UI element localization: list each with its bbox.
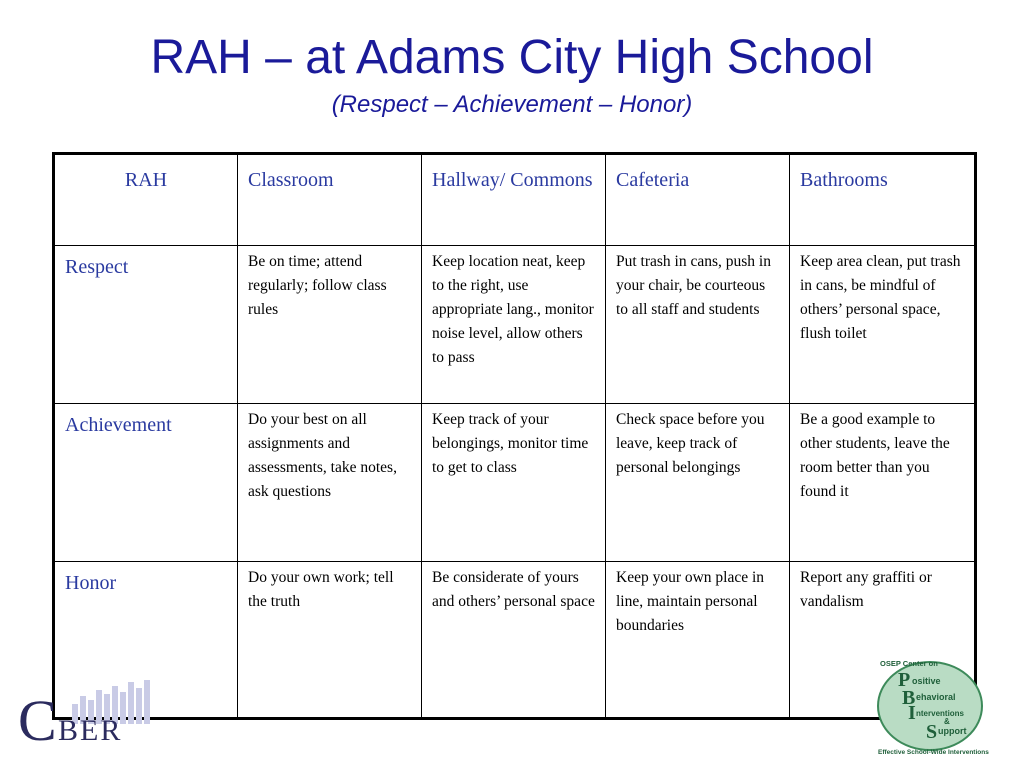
column-header-rah: RAH	[54, 154, 238, 246]
column-header-bathrooms: Bathrooms	[790, 154, 976, 246]
table-cell: Be on time; attend regularly; follow class rules	[238, 246, 422, 404]
cber-logo	[14, 678, 164, 750]
svg-text:Effective School-Wide Interven: Effective School-Wide Interventions	[878, 749, 989, 756]
svg-text:S: S	[926, 721, 938, 743]
table-cell: Keep location neat, keep to the right, use appropriate lang., monitor noise level, allow others to pass	[422, 246, 606, 404]
svg-text:ositive: ositive	[912, 676, 941, 686]
svg-text:BER: BER	[58, 714, 123, 747]
svg-text:upport: upport	[938, 726, 967, 736]
page-title: RAH – at Adams City High School	[150, 31, 874, 84]
table-cell: Be considerate of yours and others’ personal space	[422, 562, 606, 719]
row-label-achievement: Achievement	[54, 404, 238, 562]
column-header-cafeteria: Cafeteria	[606, 154, 790, 246]
svg-text:P: P	[898, 669, 911, 691]
table-cell: Report any graffiti or vandalism	[790, 562, 976, 719]
table-cell: Do your own work; tell the truth	[238, 562, 422, 719]
svg-text:ehavioral: ehavioral	[916, 692, 956, 702]
svg-text:nterventions: nterventions	[916, 709, 965, 718]
svg-text:B: B	[902, 687, 916, 709]
svg-text:&: &	[944, 717, 950, 726]
table-cell: Keep your own place in line, maintain personal boundaries	[606, 562, 790, 719]
table-row	[54, 246, 976, 404]
svg-text:C: C	[18, 688, 57, 750]
svg-text:OSEP Center on: OSEP Center on	[880, 659, 938, 668]
row-label-honor: Honor	[54, 562, 238, 719]
table-row	[54, 404, 976, 562]
table-cell: Be a good example to other students, leave the room better than you found it	[790, 404, 976, 562]
table-cell: Put trash in cans, push in your chair, be courteous to all staff and students	[606, 246, 790, 404]
page-subtitle: (Respect – Achievement – Honor)	[331, 91, 693, 118]
table-header-row	[54, 154, 976, 246]
pbis-logo	[868, 656, 1018, 756]
table-cell: Keep track of your belongings, monitor time to get to class	[422, 404, 606, 562]
table-cell: Keep area clean, put trash in cans, be mindful of others’ personal space, flush toilet	[790, 246, 976, 404]
row-label-respect: Respect	[54, 246, 238, 404]
rah-matrix-table	[52, 152, 977, 720]
table-row	[54, 562, 976, 719]
table-cell: Do your best on all assignments and assessments, take notes, ask questions	[238, 404, 422, 562]
svg-text:I: I	[908, 702, 916, 724]
table-cell: Check space before you leave, keep track of personal belongings	[606, 404, 790, 562]
column-header-classroom: Classroom	[238, 154, 422, 246]
column-header-hallway: Hallway/ Commons	[422, 154, 606, 246]
